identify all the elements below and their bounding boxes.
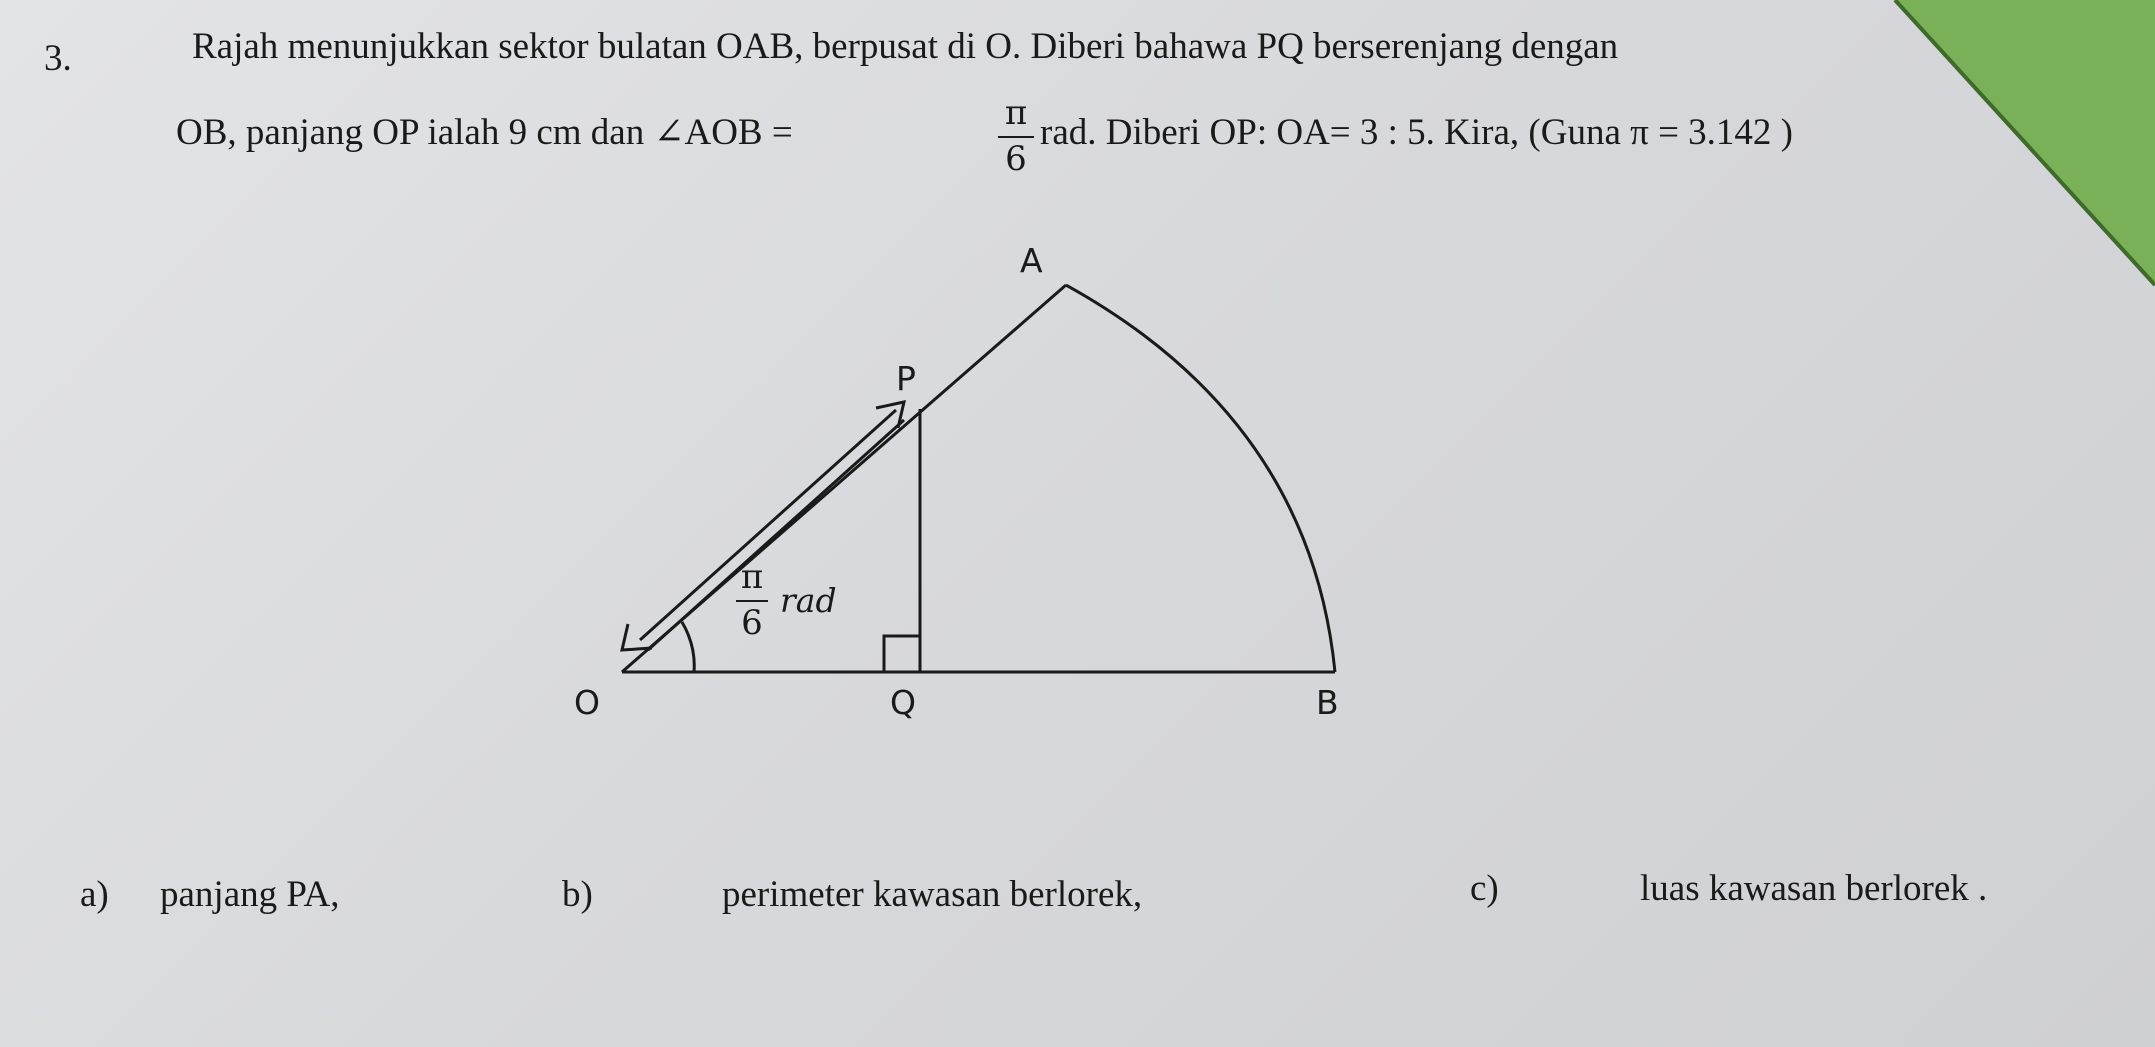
question-line-2-part-1: OB, panjang OP ialah 9 cm dan ∠AOB = xyxy=(176,112,793,153)
question-angle-numerator: π xyxy=(1004,93,1028,133)
question-number: 3. xyxy=(44,38,72,79)
part-c-letter: c) xyxy=(1470,868,1499,909)
diagram-angle-numerator: π xyxy=(740,557,764,597)
question-line-1: Rajah menunjukkan sektor bulatan OAB, berpusat di O. Diberi bahawa PQ berserenjang dengan xyxy=(192,26,1619,67)
label-B: B xyxy=(1316,683,1339,722)
label-O: O xyxy=(574,683,600,722)
diagram-angle-unit: rad xyxy=(780,581,837,620)
part-b-letter: b) xyxy=(562,874,593,915)
fraction-bar xyxy=(736,600,768,602)
part-c-text: luas kawasan berlorek . xyxy=(1640,868,1988,909)
diagram-angle-fraction xyxy=(736,557,768,643)
arrow-line-1 xyxy=(640,410,896,643)
angle-arc-O xyxy=(682,622,694,672)
diagram-angle-denominator: 6 xyxy=(741,602,763,643)
part-a-text: panjang PA, xyxy=(160,874,340,915)
part-a-letter: a) xyxy=(80,874,109,915)
right-angle-marker xyxy=(884,636,920,672)
label-Q: Q xyxy=(890,683,916,722)
label-A: A xyxy=(1020,241,1043,280)
part-b-text: perimeter kawasan berlorek, xyxy=(722,874,1143,915)
question-line-2-part-2: rad. Diberi OP: OA= 3 : 5. Kira, (Guna π = 3.142 ) xyxy=(1040,112,1794,153)
arrow-head-O xyxy=(622,624,652,650)
arrow-line-2 xyxy=(648,420,904,650)
label-P: P xyxy=(896,359,916,398)
question-angle-denominator: 6 xyxy=(1005,138,1027,179)
arc-AB xyxy=(1066,285,1335,672)
